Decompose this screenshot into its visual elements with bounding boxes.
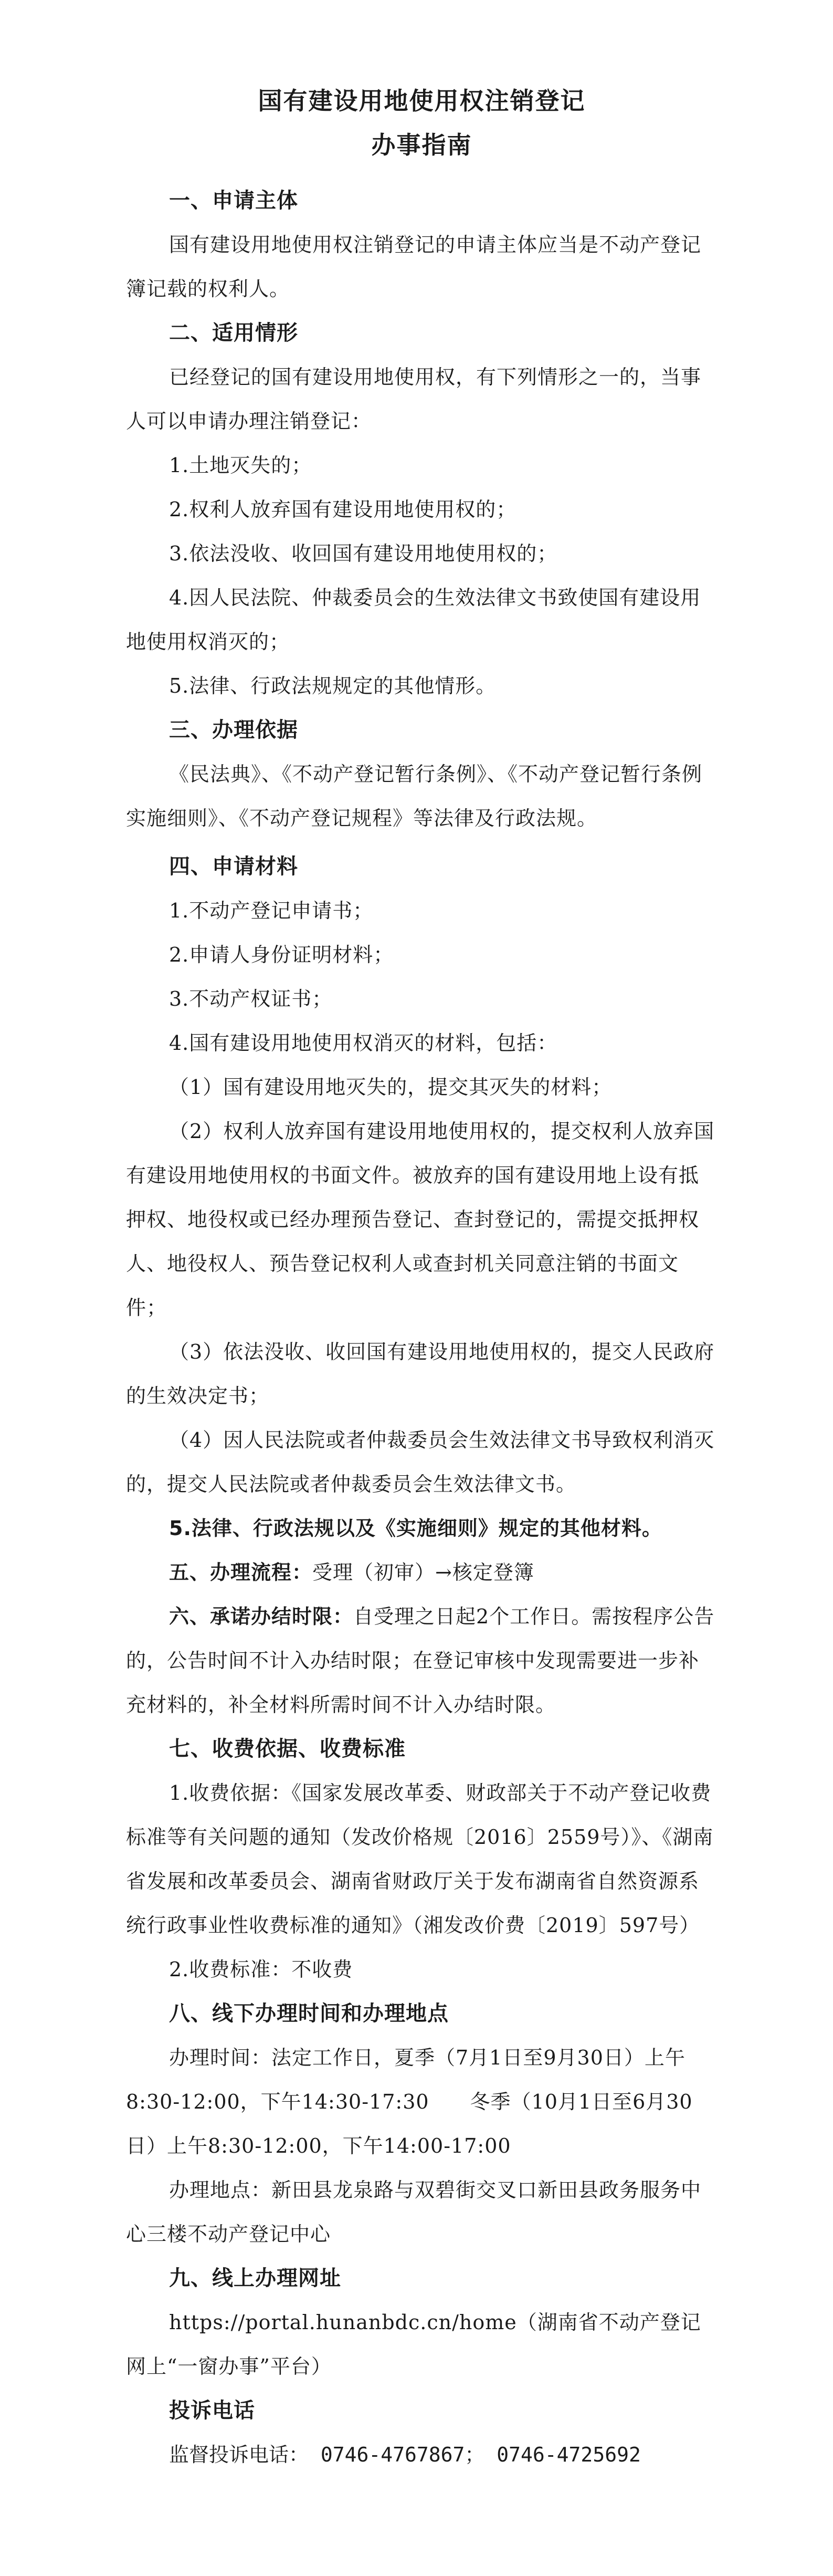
list-item: 2.权利人放弃国有建设用地使用权的； xyxy=(169,498,517,521)
list-item: 1.土地灭失的； xyxy=(169,454,312,477)
list-item: 3.依法没收、收回国有建设用地使用权的； xyxy=(169,542,558,565)
section-heading-materials: 四、申请材料 xyxy=(169,854,298,879)
applicable-cases-intro: 已经登记的国有建设用地使用权，有下列情形之一的，当事人可以申请办理注销登记： xyxy=(126,366,702,433)
section-heading-process: 五、办理流程： xyxy=(169,1561,313,1584)
online-url-paragraph: https://portal.hunanbdc.cn/home（湖南省不动产登记网上“一窗办事”平台） xyxy=(126,2311,701,2378)
list-item: 4.因人民法院、仲裁委员会的生效法律文书致使国有建设用地使用权消灭的； xyxy=(126,586,701,653)
sub-list-item: （4）因人民法院或者仲裁委员会生效法律文书导致权利消灭的，提交人民法院或者仲裁委员会生效法律文书。 xyxy=(126,1428,715,1496)
section-heading-complaint: 投诉电话 xyxy=(169,2398,255,2423)
list-item: 4.国有建设用地使用权消灭的材料，包括： xyxy=(169,1031,558,1055)
process-paragraph xyxy=(126,1550,718,1594)
document-title: 国有建设用地使用权注销登记 xyxy=(258,87,586,115)
process-text: 受理（初审）→核定登簿 xyxy=(312,1561,534,1584)
office-hours-paragraph: 办理时间：法定工作日，夏季（7月1日至9月30日）上午8:30-12:00，下午14:30-17:30 冬季（10月1日至6月30日）上午8:30-12:00，下午14:00-17:00 xyxy=(126,2046,693,2157)
time-limit-text: 自受理之日起2个工作日。需按程序公告的，公告时间不计入办结时限；在登记审核中发现需要进一步补充材料的，补全材料所需时间不计入办结时限。 xyxy=(126,1605,715,1716)
complaint-phone-paragraph: 监督投诉电话： 0746-4767867； 0746-4725692 xyxy=(169,2443,641,2466)
section-heading-legal-basis: 三、办理依据 xyxy=(169,718,298,742)
sub-list-item: （1）国有建设用地灭失的，提交其灭失的材料； xyxy=(169,1076,613,1099)
legal-basis-paragraph: 《民法典》、《不动产登记暂行条例》、《不动产登记暂行条例实施细则》、《不动产登记规程》等法律及行政法规。 xyxy=(126,763,703,830)
section-heading-time-limit: 六、承诺办结时限： xyxy=(169,1605,354,1628)
time-limit-paragraph xyxy=(126,1594,718,1727)
fee-standard-paragraph: 2.收费标准：不收费 xyxy=(169,1958,353,1981)
list-item: 1.不动产登记申请书； xyxy=(169,899,374,922)
list-item: 3.不动产权证书； xyxy=(169,987,333,1010)
section-heading-online: 九、线上办理网址 xyxy=(169,2266,341,2290)
document-subtitle: 办事指南 xyxy=(371,131,472,159)
office-address-paragraph: 办理地点：新田县龙泉路与双碧街交叉口新田县政务服务中心三楼不动产登记中心 xyxy=(126,2178,702,2246)
list-item: 5.法律、行政法规以及《实施细则》规定的其他材料。 xyxy=(169,1517,662,1540)
fee-basis-paragraph: 1.收费依据：《国家发展改革委、财政部关于不动产登记收费标准等有关问题的通知（发改价格规〔2016〕2559号）》、《湖南省发展和改革委员会、湖南省财政厅关于发布湖南省自然资源系统行政事业性收费标准的通知》（湘发改价费〔2019〕597号） xyxy=(126,1781,714,1937)
sub-list-item: （3）依法没收、收回国有建设用地使用权的，提交人民政府的生效决定书； xyxy=(126,1340,715,1407)
section-heading-fees: 七、收费依据、收费标准 xyxy=(169,1737,406,1761)
section-heading-applicable-cases: 二、适用情形 xyxy=(169,321,298,345)
list-item: 2.申请人身份证明材料； xyxy=(169,943,394,966)
applicant-paragraph: 国有建设用地使用权注销登记的申请主体应当是不动产登记簿记载的权利人。 xyxy=(126,233,702,300)
section-heading-applicant: 一、申请主体 xyxy=(169,189,298,213)
list-item: 5.法律、行政法规规定的其他情形。 xyxy=(169,674,497,697)
section-heading-offline: 八、线下办理时间和办理地点 xyxy=(169,2001,449,2026)
sub-list-item: （2）权利人放弃国有建设用地使用权的，提交权利人放弃国有建设用地使用权的书面文件。被放弃的国有建设用地上设有抵押权、地役权或已经办理预告登记、查封登记的，需提交抵押权人、地役权人、预告登记权利人或查封机关同意注销的书面文件； xyxy=(126,1120,715,1319)
